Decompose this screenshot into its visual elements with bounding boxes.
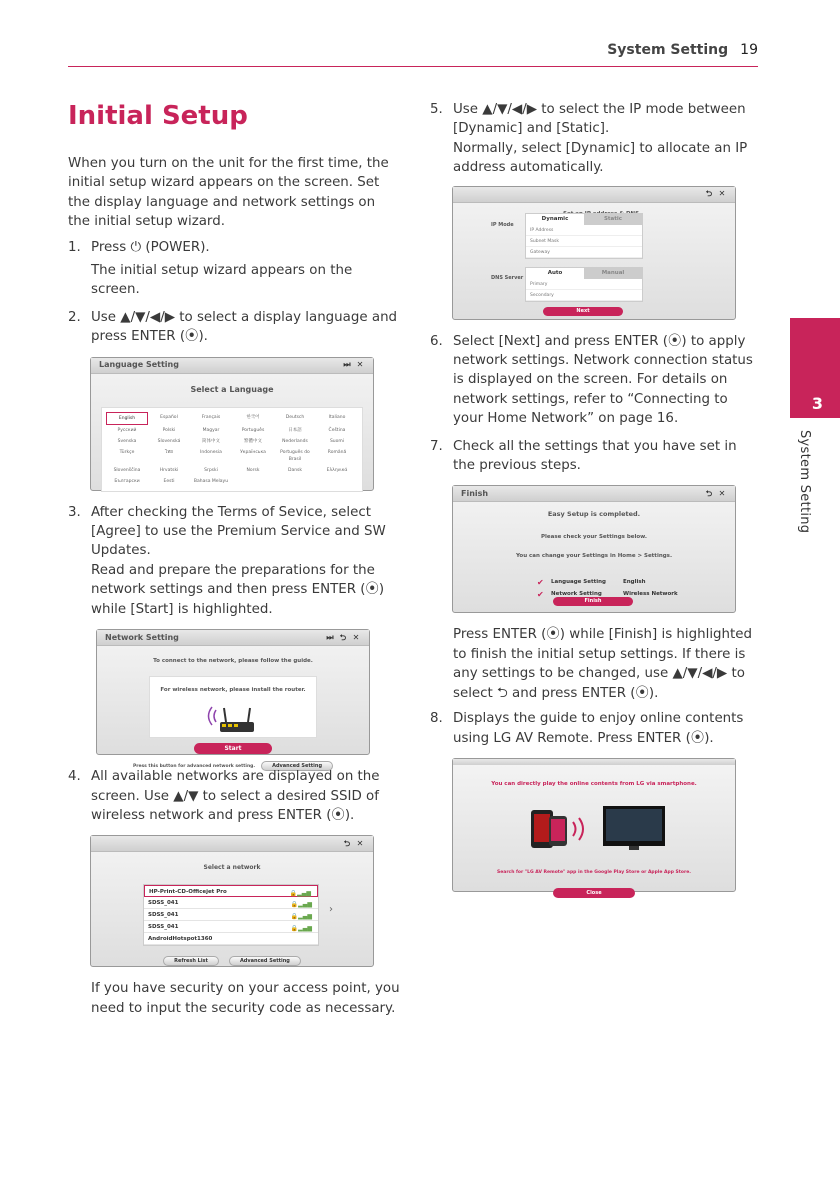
manual-option[interactable]: Manual xyxy=(584,268,642,279)
language-option[interactable]: Suomi xyxy=(329,439,345,445)
language-option[interactable]: Español xyxy=(160,415,178,421)
screen-titlebar xyxy=(91,836,373,852)
ssid-name: SDSS_041 xyxy=(148,911,179,918)
ssid-list xyxy=(143,884,319,946)
ip-row: Gateway xyxy=(526,247,642,258)
language-option[interactable]: Română xyxy=(327,450,347,456)
check-icon: ✔ xyxy=(537,589,544,599)
step-text-2: Normally, select [Dynamic] to allocate an IP address automatically. xyxy=(453,140,748,176)
language-option[interactable]: Eesti xyxy=(163,479,175,485)
intro-text: When you turn on the unit for the first time, the initial setup wizard appears on the screen. Set the display language and network settings on the initial setup wizard. xyxy=(68,156,389,230)
ssid-item[interactable] xyxy=(144,933,318,945)
ip-mode-box xyxy=(525,213,643,259)
page-title: Initial Setup xyxy=(68,101,248,131)
screen-titlebar xyxy=(453,187,735,203)
language-option[interactable] xyxy=(316,476,358,487)
screen-heading: Easy Setup is completed. xyxy=(547,510,641,519)
ssid-name: HP-Print-CD-Officejet Pro xyxy=(149,888,227,895)
ip-mode-label: IP Mode xyxy=(491,221,514,228)
start-button[interactable]: Start xyxy=(194,743,272,754)
ip-row: IP Address xyxy=(526,225,642,236)
language-option[interactable]: ไทย xyxy=(165,450,173,456)
refresh-list-button[interactable]: Refresh List xyxy=(163,956,219,966)
step-text: Use ▲/▼/◀/▶ to select the IP mode between [Dynamic] and [Static]. xyxy=(453,102,746,137)
step-number: 4. xyxy=(68,769,81,785)
close-icon[interactable]: ✕ xyxy=(718,488,726,498)
check-icon: ✔ xyxy=(537,577,544,587)
screen-bar-title: Language Setting xyxy=(99,360,179,370)
language-option[interactable]: Български xyxy=(114,479,140,485)
screen-titlebar xyxy=(91,358,373,374)
language-option[interactable]: Türkçe xyxy=(119,450,135,456)
close-button[interactable]: Close xyxy=(553,888,635,898)
step-text: Displays the guide to enjoy online contents using LG AV Remote. Press ENTER (⦿). xyxy=(453,711,744,746)
step-text: All available networks are displayed on the screen. Use ▲/▼ to select a desired SSID of wireless network and press ENTER (⦿). xyxy=(91,769,380,823)
static-option[interactable]: Static xyxy=(584,214,642,225)
language-option[interactable]: Português do Brasil xyxy=(280,450,310,463)
ssid-name: AndroidHotspot1360 xyxy=(148,935,213,942)
step-text: Check all the settings that you have set in the previous steps. xyxy=(453,438,737,474)
step-4 xyxy=(68,767,400,825)
dynamic-option[interactable]: Dynamic xyxy=(526,214,584,225)
step-number: 8. xyxy=(430,711,443,727)
ssid-item[interactable] xyxy=(144,909,318,921)
close-icon[interactable]: ✕ xyxy=(356,360,364,370)
step-text-2: Read and prepare the preparations for the network settings and then press ENTER (⦿) while [Start] is highlighted. xyxy=(91,562,385,617)
language-option[interactable]: Srpski xyxy=(204,468,218,474)
step-3 xyxy=(68,503,400,619)
step-7-note: Press ENTER (⦿) while [Finish] is highlighted to finish the initial setup settings. If there is any settings to be changed, use ▲/▼/◀/▶ to select ⮌ and press ENTER (⦿). xyxy=(453,627,753,701)
summary-value: Wireless Network xyxy=(623,590,678,597)
auto-option[interactable]: Auto xyxy=(526,268,584,279)
language-option[interactable]: Polski xyxy=(162,428,176,434)
language-grid xyxy=(101,407,363,492)
language-option[interactable]: Svenska xyxy=(117,439,137,445)
finish-button[interactable]: Finish xyxy=(553,597,633,606)
language-option[interactable]: Slovenská xyxy=(157,439,181,445)
screen-titlebar xyxy=(453,486,735,502)
step-number: 5. xyxy=(430,102,443,117)
close-icon[interactable]: ✕ xyxy=(356,838,364,848)
ip-settings-screen xyxy=(452,186,736,320)
lg-av-remote-screen xyxy=(452,758,736,897)
language-option[interactable]: Dansk xyxy=(287,468,303,474)
left-column xyxy=(68,96,400,1018)
right-column xyxy=(430,100,760,904)
language-option[interactable]: Indonesia xyxy=(200,450,222,456)
language-option[interactable]: Magyar xyxy=(202,428,220,434)
language-option[interactable]: 日本語 xyxy=(288,428,302,434)
back-icon[interactable]: ⮌ xyxy=(339,632,347,642)
advanced-hint: Press this button for advanced network setting. xyxy=(132,763,256,769)
close-icon[interactable]: ✕ xyxy=(718,189,726,199)
language-option[interactable]: Deutsch xyxy=(285,415,305,421)
ssid-name: SDSS_041 xyxy=(148,923,179,930)
step-text: After checking the Terms of Sevice, select [Agree] to use the Premium Service and SW Updates. xyxy=(91,504,386,559)
summary-label: Network Setting xyxy=(551,590,602,597)
step-number: 6. xyxy=(430,333,443,349)
screen-heading: Select a network xyxy=(203,864,261,872)
summary-value: English xyxy=(623,578,646,585)
step-4-note: If you have security on your access point, you need to input the security code as necessary. xyxy=(91,981,400,1016)
language-option[interactable]: Hrvatski xyxy=(159,468,179,474)
language-option[interactable]: English xyxy=(106,412,148,425)
screen-bar-title: Finish xyxy=(461,489,489,499)
step-7 xyxy=(430,437,760,476)
chapter-label: System Setting xyxy=(797,430,812,534)
next-button[interactable]: Next xyxy=(543,307,623,316)
ip-row: Subnet Mask xyxy=(526,236,642,247)
language-option[interactable]: Čeština xyxy=(328,428,346,434)
step-note: The initial setup wizard appears on the screen. xyxy=(91,263,353,298)
network-setting-screen xyxy=(96,629,370,770)
step-number: 3. xyxy=(68,504,81,520)
language-option[interactable]: 한국어 xyxy=(246,415,260,421)
ssid-item[interactable] xyxy=(144,897,318,909)
remote-hint: Search for "LG AV Remote" app in the Google Play Store or Apple App Store. xyxy=(496,869,691,875)
language-option[interactable]: Português xyxy=(241,428,265,434)
header-section: System Setting xyxy=(607,42,729,58)
screen-heading: To connect to the network, please follow the guide. xyxy=(153,658,313,665)
wifi-signal-icon: 🔒▂▄▆ xyxy=(289,889,311,897)
step-5 xyxy=(430,100,760,178)
finish-sub-1: Please check your Settings below. xyxy=(541,533,647,540)
dns-row: Secondary xyxy=(526,290,642,301)
ssid-item[interactable] xyxy=(144,885,318,897)
step-8 xyxy=(430,709,760,748)
chapter-number: 3 xyxy=(811,394,823,413)
screen-heading: Select a Language xyxy=(190,384,274,394)
wifi-signal-icon: 🔒▂▄▆ xyxy=(290,900,312,908)
router-icon xyxy=(150,700,320,740)
ssid-name: SDSS_041 xyxy=(148,899,179,906)
step-6 xyxy=(430,332,760,429)
step-number: 7. xyxy=(430,438,443,454)
router-panel xyxy=(149,676,317,738)
step-number: 2. xyxy=(68,309,81,325)
screen-heading: You can directly play the online contents from LG via smartphone. xyxy=(491,780,697,787)
language-option[interactable]: Norsk xyxy=(246,468,260,474)
wifi-signal-icon: 🔒▂▄▆ xyxy=(290,924,312,932)
step-number: 1. xyxy=(68,239,81,255)
ssid-buttons xyxy=(91,956,373,966)
router-hint: For wireless network, please install the router. xyxy=(160,686,306,693)
language-option[interactable]: Français xyxy=(201,415,221,421)
smartphone-tv-illustration xyxy=(453,794,737,856)
screen-bar-title: Network Setting xyxy=(105,632,179,642)
language-setting-screen xyxy=(90,357,374,491)
language-option[interactable]: Pусский xyxy=(117,428,137,434)
dns-box xyxy=(525,267,643,302)
skip-icon[interactable]: ⏭ xyxy=(326,632,334,642)
screen-titlebar xyxy=(97,630,369,646)
header-rule xyxy=(68,66,758,67)
advanced-setting-button[interactable]: Advanced Setting xyxy=(229,956,301,966)
language-option[interactable]: Bahasa Melayu xyxy=(193,479,229,485)
language-option[interactable]: Italiano xyxy=(328,415,346,421)
language-option[interactable]: 简体中文 xyxy=(202,439,220,445)
back-icon[interactable]: ⮌ xyxy=(705,488,713,498)
language-option[interactable] xyxy=(232,476,274,487)
step-text: Select [Next] and press ENTER (⦿) to apply network settings. Network connection status is displayed on the screen. For details on network settings, refer to “Connecting to your Home Network” on page 16. xyxy=(453,333,753,427)
step-1 xyxy=(68,238,400,300)
language-option[interactable]: Nederlands xyxy=(282,439,308,445)
chevron-right-icon[interactable]: › xyxy=(329,904,333,916)
running-header xyxy=(607,42,758,58)
summary-label: Language Setting xyxy=(551,578,606,585)
language-option[interactable]: Ελληνικά xyxy=(326,468,348,474)
language-option[interactable]: Slovenščina xyxy=(113,468,141,474)
language-option[interactable]: Українська xyxy=(240,450,266,456)
ssid-item[interactable] xyxy=(144,921,318,933)
language-option[interactable] xyxy=(274,476,316,487)
back-icon[interactable]: ⮌ xyxy=(705,189,713,199)
skip-icon[interactable]: ⏭ xyxy=(343,360,351,370)
finish-screen xyxy=(452,485,736,613)
select-network-screen xyxy=(90,835,374,967)
screen-topbar xyxy=(453,759,735,765)
step-text: Press ⏻ (POWER). xyxy=(91,239,210,255)
advanced-setting-button[interactable]: Advanced Setting xyxy=(261,761,333,771)
page-number: 19 xyxy=(740,42,758,58)
step-2 xyxy=(68,308,400,347)
dns-row: Primary xyxy=(526,279,642,290)
wifi-signal-icon: 🔒▂▄▆ xyxy=(290,912,312,920)
finish-sub-2: You can change your Settings in Home > Settings. xyxy=(515,553,673,560)
language-option[interactable]: 繁體中文 xyxy=(244,439,262,445)
dns-label: DNS Server xyxy=(491,274,524,281)
close-icon[interactable]: ✕ xyxy=(352,632,360,642)
back-icon[interactable]: ⮌ xyxy=(343,838,351,848)
step-text: Use ▲/▼/◀/▶ to select a display language and press ENTER (⦿). xyxy=(91,309,398,345)
